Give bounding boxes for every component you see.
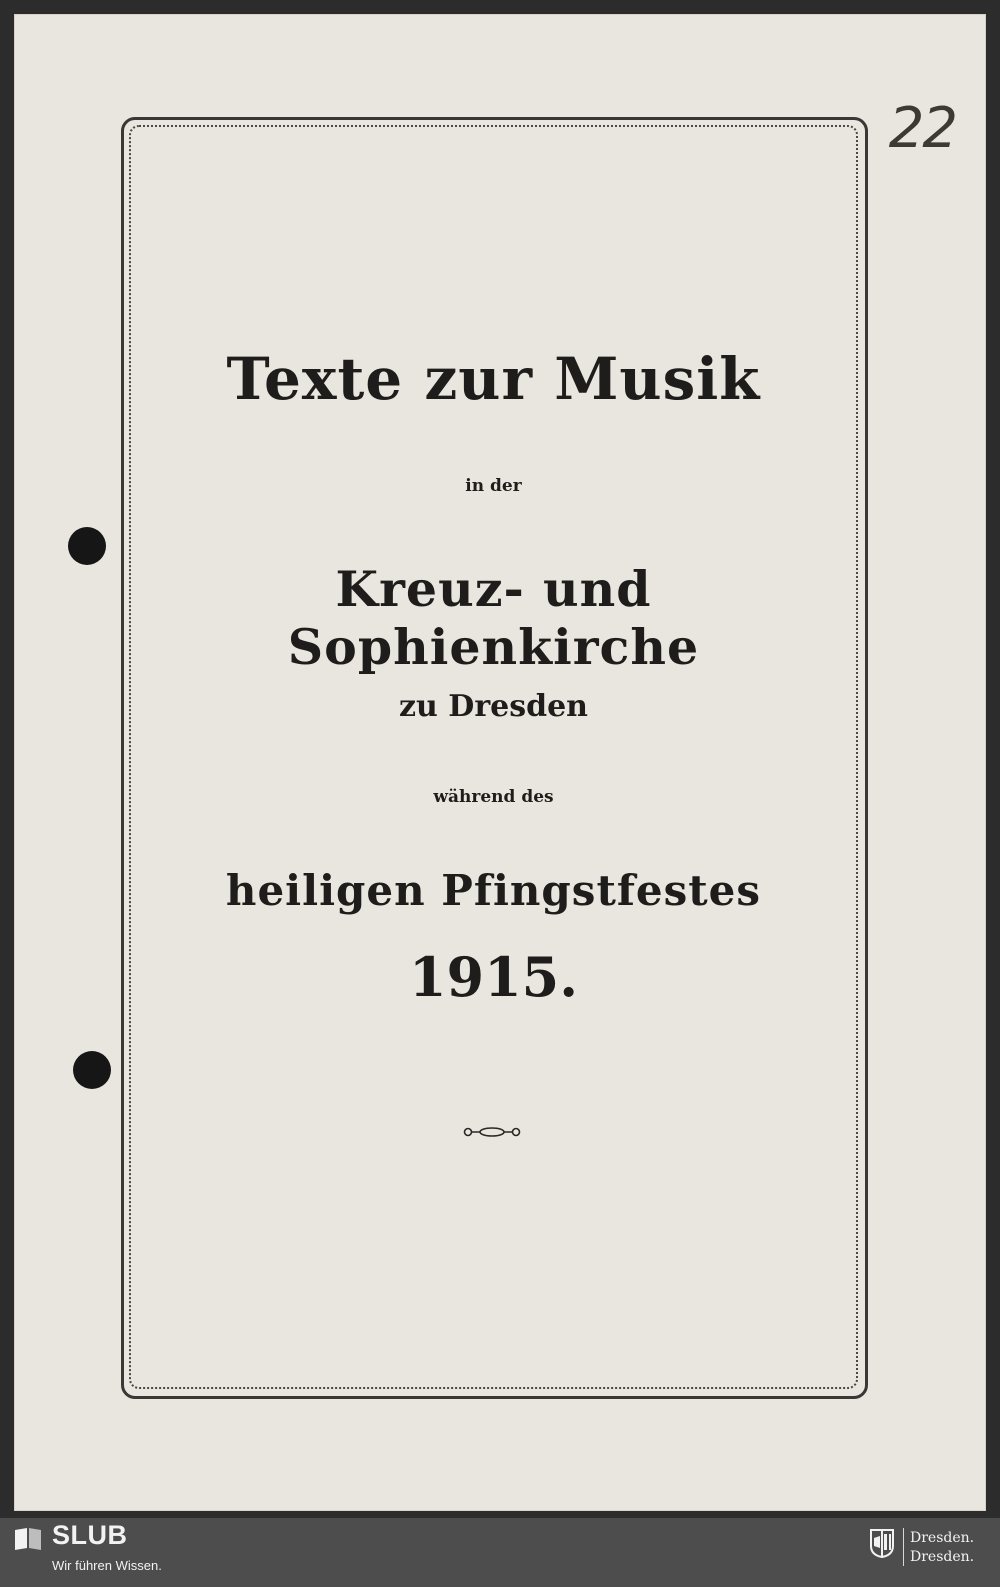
document-title: Texte zur Musik — [226, 345, 761, 413]
ornament-divider — [462, 1123, 522, 1141]
dresden-logo-subtext: Dresden. — [910, 1549, 975, 1565]
decorative-frame-inner — [129, 125, 858, 1389]
footer-bar — [0, 1518, 1000, 1587]
city-line: zu Dresden — [399, 689, 588, 724]
slub-tagline: Wir führen Wissen. — [52, 1558, 162, 1573]
slub-logo-text[interactable]: SLUB — [52, 1520, 128, 1550]
dresden-crest-icon[interactable] — [870, 1528, 894, 1558]
church-name: Kreuz- und Sophienkirche — [287, 560, 700, 676]
feast-name: heiligen Pfingstfestes — [225, 866, 762, 915]
punch-hole-top — [68, 527, 106, 565]
preposition-in-der: in der — [465, 476, 522, 496]
preposition-waehrend: während des — [433, 787, 554, 807]
dresden-divider — [903, 1528, 904, 1566]
punch-hole-bottom — [73, 1051, 111, 1089]
dresden-logo-text[interactable]: Dresden. — [910, 1530, 975, 1546]
year: 1915. — [408, 945, 579, 1009]
page-number-handwritten: 22 — [888, 96, 956, 161]
slub-logo-icon[interactable] — [13, 1526, 43, 1552]
